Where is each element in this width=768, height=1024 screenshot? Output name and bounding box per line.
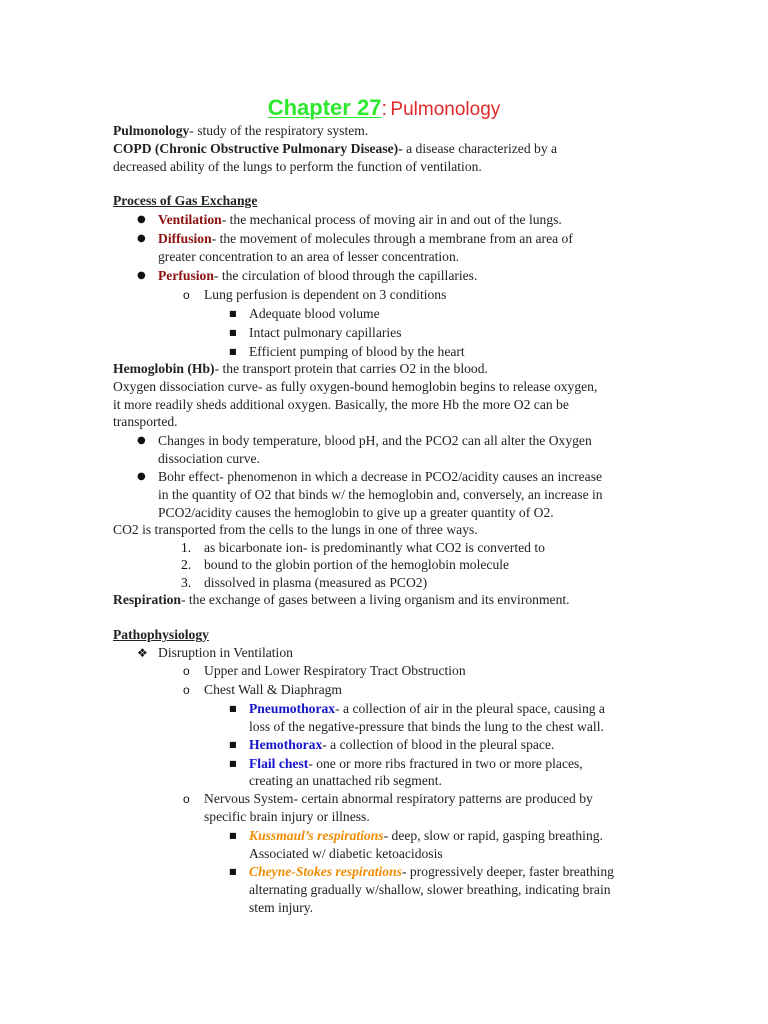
term-hemoglobin: Hemoglobin (Hb) [113,361,215,376]
item-diffusion-cont: greater concentration to an area of lesser concentration. [158,249,460,264]
bullet-square-icon: ■ [229,759,237,768]
tract-obstruction: Upper and Lower Respiratory Tract Obstruction [204,663,466,678]
changes-line-2: dissociation curve. [158,451,260,466]
def-respiration [113,591,570,609]
list-number: 3. [181,575,192,590]
text-copd-1: a disease characterized by a [402,141,558,156]
def-pulmonology [113,122,368,140]
bullet-square-icon: ■ [229,740,237,749]
text-cheyne-stokes-1: - progressively deeper, faster breathing [401,864,614,879]
subject-label: Pulmonology [390,99,501,120]
odc-line-1: Oxygen dissociation curve- as fully oxygen-bound hemoglobin begins to release oxygen, [113,379,598,394]
text-diffusion-1: - the movement of molecules through a membrane from an area of [211,231,573,246]
perfusion-conditions: Lung perfusion is dependent on 3 conditions [204,287,447,302]
term-hemothorax: Hemothorax [249,737,323,752]
bullet-circle-icon: o [183,664,190,678]
item-pneumothorax [249,700,605,718]
bohr-line-2: in the quantity of O2 that binds w/ the hemoglobin and, conversely, an increase in [158,487,603,502]
text-hemoglobin: - the transport protein that carries O2 in the blood. [214,361,488,376]
heading-pathophysiology: Pathophysiology [113,627,209,642]
chest-wall-diaphragm: Chest Wall & Diaphragm [204,682,342,697]
text-hemothorax: - a collection of blood in the pleural space. [322,737,555,752]
bohr-line-1: Bohr effect- phenomenon in which a decrease in PCO2/acidity causes an increase [158,469,603,484]
text-pneumothorax-1: - a collection of air in the pleural space, causing a [335,701,605,716]
condition-3: Efficient pumping of blood by the heart [249,344,465,359]
changes-line-1: Changes in body temperature, blood pH, and the PCO2 can all alter the Oxygen [158,433,592,448]
term-ventilation: Ventilation [158,212,222,227]
bohr-line-3: PCO2/acidity causes the hemoglobin to give up a greater quantity of O2. [158,505,554,520]
term-pulmonology: Pulmonology [113,123,190,138]
item-pneumothorax-cont: loss of the negative-pressure that binds the lung to the chest wall. [249,719,604,734]
bullet-dot-icon: ● [137,471,146,482]
item-kussmaul [249,827,603,845]
item-kussmaul-cont: Associated w/ diabetic ketoacidosis [249,846,443,861]
bullet-square-icon: ■ [229,309,237,318]
title-colon: : [381,98,388,120]
odc-line-2: it more readily sheds additional oxygen. Basically, the more Hb the more O2 can be [113,397,569,412]
item-flail-chest-cont: creating an unattached rib segment. [249,773,442,788]
text-pulmonology: - study of the respiratory system. [189,123,369,138]
list-number: 2. [181,557,192,572]
co2-way-2: bound to the globin portion of the hemoglobin molecule [204,557,510,572]
bullet-square-icon: ■ [229,328,237,337]
list-number: 1. [181,540,192,555]
term-flail-chest: Flail chest [249,756,309,771]
item-diffusion [158,230,573,248]
item-cheyne-stokes [249,863,614,881]
item-hemothorax [249,736,554,754]
term-pneumothorax: Pneumothorax [249,701,336,716]
chapter-label: Chapter 27 [267,95,382,120]
bullet-diamond-icon: ❖ [137,646,148,660]
bullet-dot-icon: ● [137,435,146,446]
text-ventilation: - the mechanical process of moving air in and out of the lungs. [221,212,562,227]
odc-line-3: transported. [113,414,178,429]
term-kussmaul: Kussmaul’s respirations [249,828,384,843]
nervous-system-2: specific brain injury or illness. [204,809,370,824]
co2-way-3: dissolved in plasma (measured as PCO2) [204,575,428,590]
condition-2: Intact pulmonary capillaries [249,325,402,340]
item-perfusion [158,267,477,285]
text-respiration: - the exchange of gases between a living organism and its environment. [180,592,570,607]
bullet-dot-icon: ● [137,233,146,244]
bullet-circle-icon: o [183,288,190,302]
bullet-square-icon: ■ [229,831,237,840]
bullet-square-icon: ■ [229,704,237,713]
def-copd [113,140,557,158]
item-ventilation [158,211,562,229]
def-copd-cont: decreased ability of the lungs to perform the function of ventilation. [113,159,482,174]
item-cheyne-stokes-cont-2: stem injury. [249,900,314,915]
term-diffusion: Diffusion [158,231,212,246]
bullet-dot-icon: ● [137,214,146,225]
bullet-circle-icon: o [183,792,190,806]
def-hemoglobin [113,360,488,378]
item-cheyne-stokes-cont-1: alternating gradually w/shallow, slower breathing, indicating brain [249,882,611,897]
bullet-circle-icon: o [183,683,190,697]
bullet-dot-icon: ● [137,270,146,281]
item-flail-chest [249,755,583,773]
term-cheyne-stokes: Cheyne-Stokes respirations [249,864,402,879]
co2-intro: CO2 is transported from the cells to the lungs in one of three ways. [113,522,478,537]
term-respiration: Respiration [113,592,181,607]
co2-way-1: as bicarbonate ion- is predominantly what CO2 is converted to [204,540,545,555]
term-perfusion: Perfusion [158,268,214,283]
heading-gas-exchange: Process of Gas Exchange [113,193,258,208]
disruption-ventilation: Disruption in Ventilation [158,645,293,660]
nervous-system-1: Nervous System- certain abnormal respiratory patterns are produced by [204,791,593,806]
bullet-square-icon: ■ [229,867,237,876]
text-perfusion: - the circulation of blood through the capillaries. [213,268,478,283]
text-flail-chest-1: - one or more ribs fractured in two or more places, [308,756,583,771]
condition-1: Adequate blood volume [249,306,380,321]
term-copd: COPD (Chronic Obstructive Pulmonary Disease)- [113,141,403,156]
bullet-square-icon: ■ [229,347,237,356]
text-kussmaul-1: - deep, slow or rapid, gasping breathing. [383,828,603,843]
